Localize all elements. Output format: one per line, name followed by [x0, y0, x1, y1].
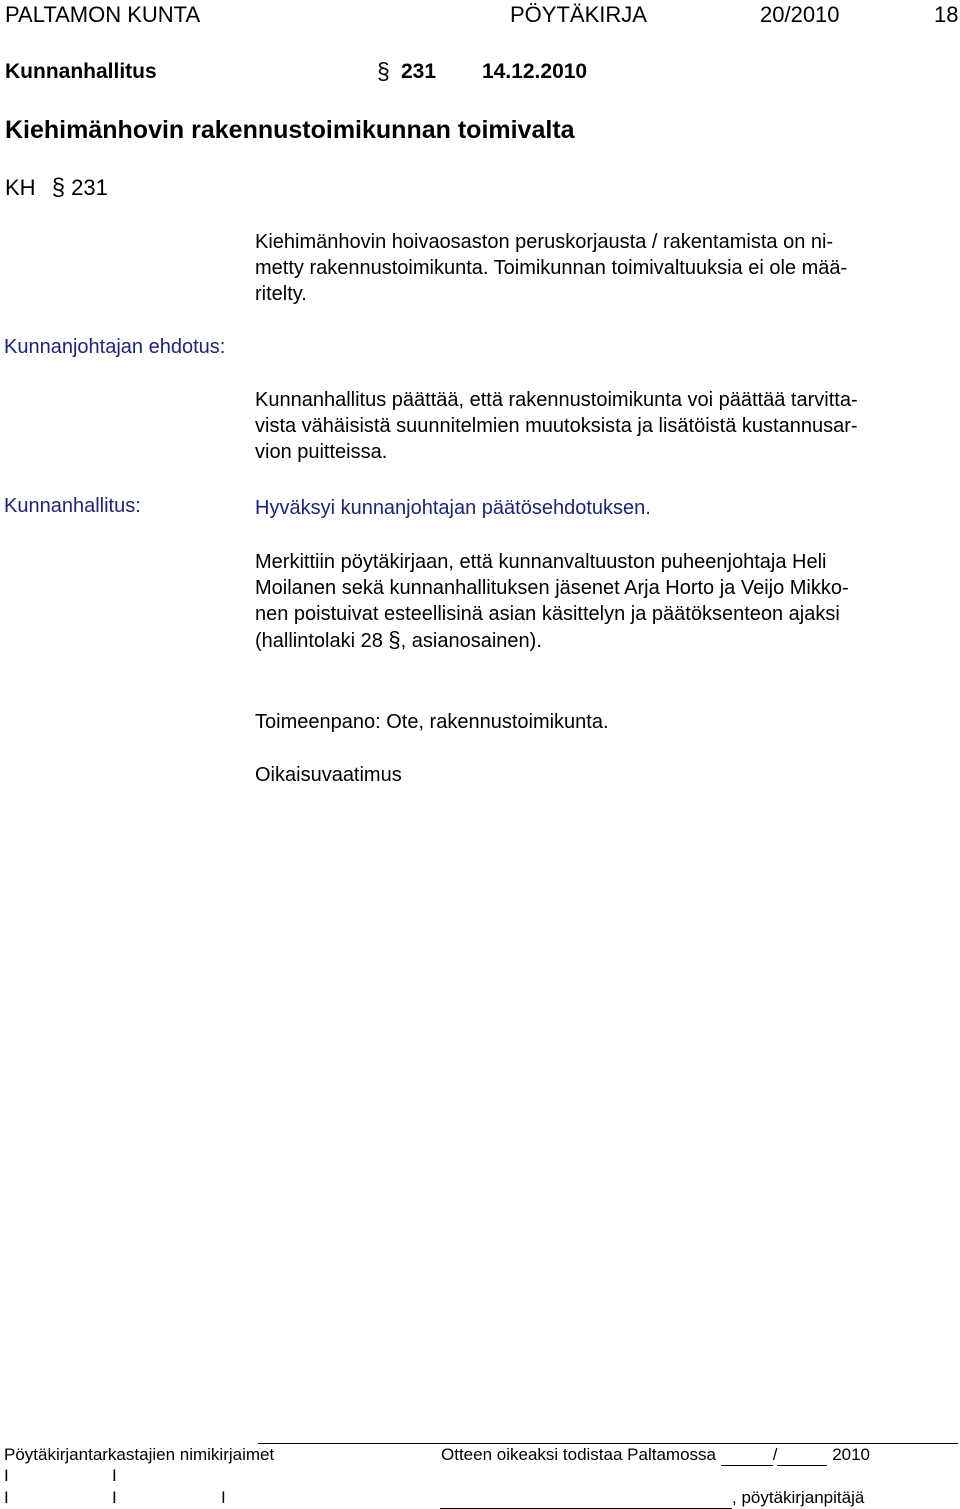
footer-rule — [258, 1443, 958, 1444]
intro-line: Kiehimänhovin hoivaosaston peruskorjausta / rakentamista on ni- — [255, 231, 834, 253]
initials-box: I — [112, 1488, 117, 1507]
proposal-text — [255, 387, 858, 465]
intro-line: ritelty. — [255, 283, 307, 305]
note-law-ref: (hallintolaki 28 — [255, 630, 383, 652]
signature-blank — [440, 1488, 732, 1509]
intro-line: metty rakennustoimikunta. Toimikunnan toimivaltuuksia ei ole mää- — [255, 257, 848, 279]
note-line: Moilanen sekä kunnanhallituksen jäsenet Arja Horto ja Veijo Mikko- — [255, 577, 849, 599]
implementation-line: Toimeenpano: Ote, rakennustoimikunta. — [255, 711, 609, 733]
appeal-heading: Oikaisuvaatimus — [255, 764, 402, 786]
note-law-ref-end: , asianosainen). — [400, 630, 542, 652]
proposal-line: vista vähäisistä suunnitelmien muutoksista ja lisätöistä kustannusar- — [255, 415, 858, 437]
note-section-mark: § — [388, 627, 401, 652]
section-number: 231 — [401, 60, 437, 83]
meeting-body: Kunnanhallitus — [5, 60, 157, 83]
secretary-label: , pöytäkirjanpitäjä — [732, 1488, 865, 1507]
decision-label: Kunnanhallitus: — [4, 495, 141, 517]
note-line — [255, 627, 849, 654]
secretary-signature — [440, 1488, 864, 1509]
copy-label: Otteen oikeaksi todistaa Paltamossa — [441, 1445, 716, 1464]
initials-box: I — [4, 1488, 9, 1507]
kh-number: 231 — [71, 175, 108, 200]
proposal-line: vion puitteissa. — [255, 441, 388, 463]
proposal-line: Kunnanhallitus päättää, että rakennustoimikunta voi päättää tarvitta- — [255, 389, 858, 411]
copy-certification — [441, 1445, 870, 1466]
section-mark: § — [377, 58, 390, 84]
document-number: 20/2010 — [760, 2, 840, 27]
date-slash: / — [772, 1445, 778, 1464]
intro-paragraph — [255, 229, 847, 307]
month-blank — [777, 1445, 827, 1466]
decision-text: Hyväksyi kunnanjohtajan päätösehdotuksen. — [255, 497, 651, 519]
document-type: PÖYTÄKIRJA — [510, 2, 647, 27]
day-blank — [721, 1445, 773, 1466]
item-title: Kiehimänhovin rakennustoimikunnan toimivalta — [5, 116, 575, 144]
kh-reference — [5, 174, 108, 202]
initials-box: I — [221, 1488, 226, 1507]
kh-section-mark: § — [51, 174, 66, 201]
note-line: nen poistuivat esteellisinä asian käsittelyn ja päätöksenteon ajaksi — [255, 603, 840, 625]
municipality-name: PALTAMON KUNTA — [5, 2, 201, 27]
initials-box: I — [112, 1466, 117, 1485]
footer-year: 2010 — [832, 1445, 871, 1464]
page-number: 18 — [934, 2, 959, 27]
kh-prefix: KH — [5, 175, 36, 200]
note-paragraph — [255, 549, 849, 654]
checkers-label: Pöytäkirjantarkastajien nimikirjaimet — [4, 1445, 275, 1464]
note-line: Merkittiin pöytäkirjaan, että kunnanvaltuuston puheenjohtaja Heli — [255, 551, 827, 573]
meeting-date: 14.12.2010 — [482, 60, 588, 83]
proposal-label: Kunnanjohtajan ehdotus: — [4, 336, 226, 358]
initials-box: I — [4, 1466, 9, 1485]
